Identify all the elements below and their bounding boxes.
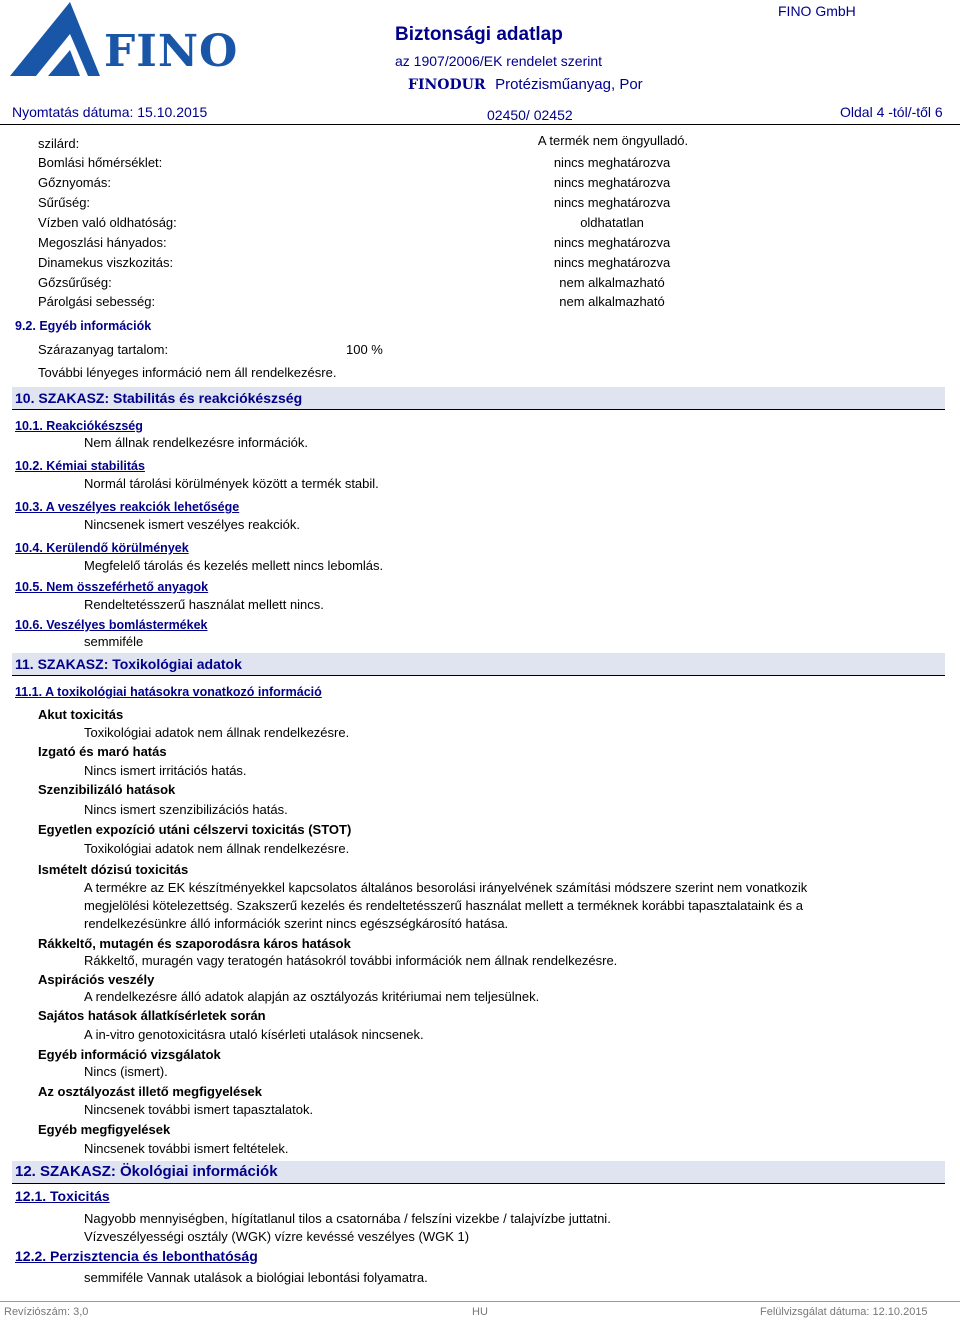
toxicity-text-1: Nagyobb mennyiségben, hígítatlanul tilos a csatornába / felszíni vizekbe / talajvízbe juttatni. (84, 1211, 611, 1226)
tox-text: Nincs ismert irritációs hatás. (84, 763, 247, 778)
property-value: nincs meghatározva (553, 195, 671, 210)
section-10-header (12, 387, 945, 410)
page-number: Oldal 4 -tól/-től 6 (840, 104, 943, 120)
subsection-text: Nem állnak rendelkezésre információk. (84, 435, 308, 450)
tox-heading: Ismételt dózisú toxicitás (38, 862, 189, 877)
revision-number: Revíziószám: 3,0 (4, 1306, 89, 1318)
property-label: Bomlási hőmérséklet: (38, 155, 163, 170)
tox-heading: Sajátos hatások állatkísérletek során (38, 1008, 266, 1023)
property-value: nem alkalmazható (559, 294, 665, 309)
subsection-text: Normál tárolási körülmények között a termék stabil. (84, 476, 379, 491)
tox-heading: Akut toxicitás (38, 707, 124, 722)
section-11-title: 11. SZAKASZ: Toxikológiai adatok (15, 656, 242, 672)
language-code: HU (472, 1306, 488, 1318)
tox-text: Rákkeltő, muragén vagy teratogén hatásokról további információk nem állnak rendelkezésre. (84, 953, 618, 968)
review-date: Felülvizsgálat dátuma: 12.10.2015 (760, 1306, 928, 1318)
section-12-header (12, 1161, 945, 1184)
property-value: nincs meghatározva (553, 175, 671, 190)
product-line (408, 76, 643, 93)
subsection-heading: 10.5. Nem összeférhető anyagok (15, 580, 209, 594)
property-value: nincs meghatározva (553, 155, 671, 170)
tox-heading: Egyéb információ vizsgálatok (38, 1047, 221, 1062)
tox-heading: Egyetlen expozíció utáni célszervi toxicitás (STOT) (38, 822, 352, 837)
tox-text: A in-vitro genotoxicitásra utaló kísérleti utalások nincsenek. (84, 1027, 424, 1042)
property-label: Gőznyomás: (38, 175, 111, 190)
logo-text: FINO (104, 26, 239, 77)
section-10-title: 10. SZAKASZ: Stabilitás és reakciókészség (15, 390, 303, 406)
section-12-title: 12. SZAKASZ: Ökológiai információk (15, 1163, 278, 1180)
document-title: Biztonsági adatlap (395, 24, 563, 45)
tox-text: Nincsenek további ismert tapasztalatok. (84, 1102, 314, 1117)
property-value: nincs meghatározva (553, 235, 671, 250)
persistence-text: semmiféle Vannak utalások a biológiai lebontási folyamatra. (84, 1270, 428, 1285)
tox-text: A rendelkezésre álló adatok alapján az osztályozás kritériumai nem teljesülnek. (84, 989, 540, 1004)
tox-heading: Egyéb megfigyelések (38, 1122, 171, 1137)
header-divider (0, 124, 960, 125)
subsection-heading: 10.6. Veszélyes bomlástermékek (15, 618, 208, 632)
logo (8, 0, 239, 78)
subsection-heading-11-1: 11.1. A toxikológiai hatásokra vonatkozó információ (15, 685, 322, 699)
tox-text: Nincs (ismert). (84, 1064, 168, 1079)
document-subtitle: az 1907/2006/EK rendelet szerint (395, 53, 603, 69)
dry-matter-label: Szárazanyag tartalom: (38, 342, 169, 357)
property-label: Sűrűség: (38, 195, 91, 210)
subsection-text: Megfelelő tárolás és kezelés mellett nincs lebomlás. (84, 558, 384, 573)
toxicity-text-2: Vízveszélyességi osztály (WGK) vízre kevéssé veszélyes (WGK 1) (84, 1229, 470, 1244)
subsection-heading-12-2: 12.2. Perzisztencia és lebonthatóság (15, 1248, 258, 1264)
further-info-note: További lényeges információ nem áll rendelkezésre. (38, 365, 337, 380)
tox-text: Toxikológiai adatok nem állnak rendelkezésre. (84, 725, 350, 740)
brand-name: FINODUR (408, 77, 486, 93)
tox-heading: Szenzibilizáló hatások (38, 782, 176, 797)
tox-text: Nincsenek további ismert feltételek. (84, 1141, 289, 1156)
property-label: Dinamekus viszkozitás: (38, 255, 174, 270)
product-code: 02450/ 02452 (487, 107, 573, 123)
property-value: nincs meghatározva (553, 255, 671, 270)
subsection-heading-12-1: 12.1. Toxicitás (15, 1188, 110, 1204)
subsection-text: Rendeltetésszerű használat mellett nincs. (84, 597, 324, 612)
subsection-text: Nincsenek ismert veszélyes reakciók. (84, 517, 301, 532)
tox-text: Toxikológiai adatok nem állnak rendelkezésre. (84, 841, 350, 856)
tox-heading: Az osztályozást illető megfigyelések (38, 1084, 262, 1099)
dry-matter-value: 100 % (346, 342, 383, 357)
property-value: oldhatatlan (580, 215, 644, 230)
property-label: Vízben való oldhatóság: (38, 215, 177, 230)
property-value: nem alkalmazható (559, 275, 665, 290)
subsection-heading: 10.1. Reakciókészség (15, 419, 143, 433)
print-date: Nyomtatás dátuma: 15.10.2015 (12, 104, 208, 120)
property-label: Megoszlási hányados: (38, 235, 167, 250)
tox-heading: Aspirációs veszély (38, 972, 155, 987)
subsection-heading-9-2: 9.2. Egyéb információk (15, 319, 152, 333)
property-value: A termék nem öngyulladó. (537, 133, 689, 148)
tox-heading: Rákkeltő, mutagén és szaporodásra káros hatások (38, 936, 351, 951)
tox-text: Nincs ismert szenzibilizációs hatás. (84, 802, 288, 817)
property-label: szilárd: (38, 136, 80, 151)
tox-heading: Izgató és maró hatás (38, 744, 167, 759)
subsection-heading: 10.3. A veszélyes reakciók lehetősége (15, 500, 240, 514)
subsection-heading: 10.2. Kémiai stabilitás (15, 459, 145, 473)
property-label: Párolgási sebesség: (38, 294, 156, 309)
company-name: FINO GmbH (778, 3, 856, 19)
subsection-heading: 10.4. Kerülendő körülmények (15, 541, 189, 555)
property-label: Gőzsűrűség: (38, 275, 112, 290)
footer-divider (0, 1301, 960, 1302)
product-name: Protézisműanyag, Por (495, 76, 643, 93)
section-11-header (12, 653, 945, 676)
subsection-text: semmiféle (84, 634, 144, 649)
tox-paragraph: A termékre az EK készítményekkel kapcsolatos általános besorolási irányelvének számítási módszere szerint nem vonatkozik megjelölési kötelezettség. Szakszerű kezelés és rendeltetésszerű használat mellett a terméknek korábbi tapasztalataink és a rendelkezésünkre álló információk szerint nincs egészségkárosító hatása. (84, 880, 808, 931)
